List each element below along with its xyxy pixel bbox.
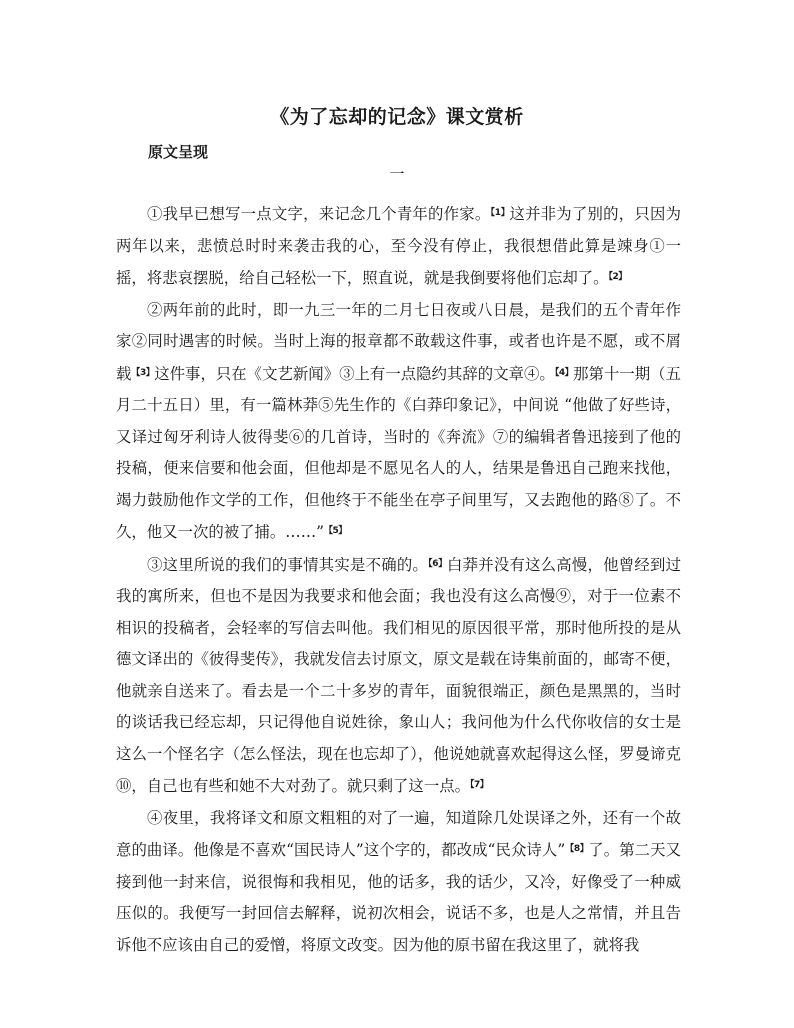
annotation-marker: 【1】 (490, 208, 510, 218)
paragraph (116, 803, 681, 962)
paragraph (116, 295, 681, 549)
paragraph-text: 这并非为了别的，只因为两年以来，悲愤总时时来袭击我的心，至今没有停止，我很想借此算是竦身①一摇，将悲哀摆脱，给自己轻松一下，照直说，就是我倒要将他们忘却了。 (116, 205, 681, 287)
annotation-marker: 【8】 (565, 844, 589, 854)
paragraph-text: 了。第二天又接到他一封来信，说很悔和我相见，他的话多，我的话少，又冷，好像受了一种威压似的。我便写一封回信去解释，说初次相会，说话不多，也是人之常情，并且告诉他不应该由自己的爱憎，将原文改变。因为他的原书留在我这里了，就将我 (116, 841, 681, 954)
section-heading: 原文呈现 (148, 143, 209, 161)
section-number: 一 (389, 165, 405, 183)
annotation-marker: 【5】 (323, 526, 347, 536)
document-title: 《为了忘却的记念》课文赏析 (270, 106, 524, 128)
annotation-marker: 【6】 (428, 558, 447, 569)
annotation-marker: 【7】 (470, 780, 489, 790)
paragraph-text: ①我早已想写一点文字，来记念几个青年的作家。 (147, 205, 491, 223)
paragraph (116, 549, 681, 803)
paragraph (116, 198, 681, 295)
paragraph-text: 这件事，只在《文艺新闻》③上有一点隐约其辞的文章④。 (154, 364, 555, 383)
paragraph-text: 那第十一期（五月二十五日）里，有一篇林莽⑤先生作的《白莽印象记》，中间说 “他做了好些诗，又译过匈牙利诗人彼得斐⑥的几首诗，当时的《奔流》⑦的编辑者鲁迅接到了他的投稿，便来信要和他会面，但他却是不愿见名人的人，结果是鲁迅自己跑来找他，竭力鼓励他作文学的工作，但他终于不能坐在亭子间里写，又去跑他的路⑧了。不久，他又一次的被了捕。……” (116, 364, 681, 541)
article-body (116, 198, 681, 961)
paragraph-text: ③这里所说的我们的事情其实是不确的。 (147, 555, 429, 574)
paragraph-text: ②两年前的此时，即一九三一年的二月七日夜或八日晨，是我们的五个青年作家②同时遇害的时候。当时上海的报章都不敢载这件事，或者也许是不愿，或不屑载 (116, 300, 681, 383)
annotation-marker: 【2】 (608, 272, 627, 282)
annotation-marker: 【4】 (554, 367, 574, 378)
paragraph-text: 白莽并没有这么高慢，他曾经到过我的寓所来，但也不是因为我要求和他会面；我也没有这么高慢⑨，对于一位素不相识的投稿者，会轻率的写信去叫他。我们相见的原因很平常，那时他所投的是从德文译出的《彼得斐传》，我就发信去讨原文，原文是载在诗集前面的，邮寄不便，他就亲自送来了。看去是一个二十多岁的青年，面貌很端正，颜色是黑黑的，当时的谈话我已经忘却，只记得他自说姓徐，象山人；我问他为什么代你收信的女士是这么一个怪名字（怎么怪法，现在也忘却了），他说她就喜欢起得这么怪，罗曼谛克⑩，自己也有些和她不大对劲了。就只剩了这一点。 (116, 555, 681, 795)
annotation-marker: 【3】 (131, 367, 155, 378)
paragraph-text: ④夜里，我将译文和原文粗粗的对了一遍，知道除几处误译之外，还有一个故意的曲译。他像是不喜欢“国民诗人”这个字的，都改成“民众诗人” (116, 808, 681, 859)
